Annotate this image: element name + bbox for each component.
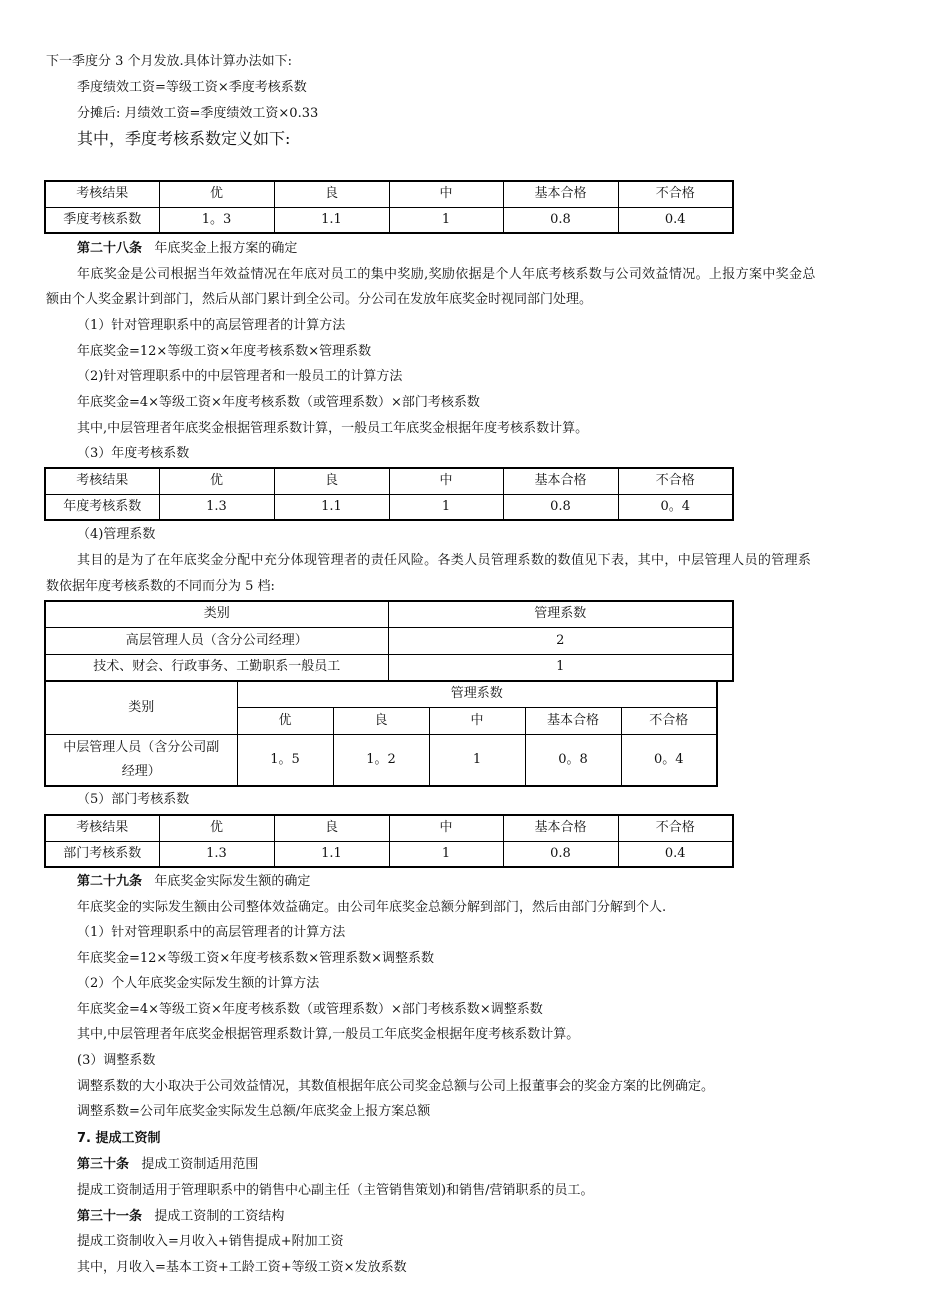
article-subject: 年底奖金实际发生额的确定: [154, 874, 311, 889]
table-header-cell: 中: [389, 181, 503, 207]
table-cell: 0.4: [618, 841, 733, 867]
table-cell: 0。4: [621, 734, 717, 786]
table-header-cell: 中: [389, 468, 503, 494]
table-header-cell: 良: [274, 181, 389, 207]
table-cell: 0。8: [525, 734, 621, 786]
table-cell: 技术、财会、行政事务、工勤职系一般员工: [45, 654, 388, 681]
table-header-cell: 不合格: [618, 815, 733, 841]
table-cell: 1: [389, 841, 503, 867]
formula-line: 调整系数=公司年底奖金实际发生总额/年底奖金上报方案总额: [77, 1104, 431, 1119]
formula-line: 年底奖金=12×等级工资×年度考核系数×管理系数×调整系数: [77, 951, 435, 966]
table-header-cell: 基本合格: [503, 181, 618, 207]
table-cell: 1: [389, 207, 503, 233]
paragraph-line: 调整系数的大小取决于公司效益情况，其数值根据年底公司奖金总额与公司上报董事会的奖金方案的比例确定。: [77, 1079, 715, 1094]
paragraph-line: （1）针对管理职系中的高层管理者的计算方法: [77, 318, 346, 333]
article-subject: 提成工资制的工资结构: [154, 1209, 285, 1224]
table-cell: 0.8: [503, 207, 618, 233]
article-heading: [77, 241, 297, 257]
article-number: 第二十八条: [77, 241, 143, 256]
article-heading: [77, 1209, 284, 1225]
table-header-cell: 管理系数: [237, 681, 717, 707]
paragraph-line: 额由个人奖金累计到部门，然后从部门累计到全公司。分公司在发放年底奖金时视同部门处理。: [46, 292, 593, 307]
article-number: 第二十九条: [77, 874, 143, 889]
article-number: 第三十条: [77, 1157, 130, 1172]
article-subject: 提成工资制适用范围: [141, 1157, 259, 1172]
paragraph-line: 数依据年度考核系数的不同而分为 5 档:: [46, 579, 275, 594]
table-header-cell: 类别: [45, 601, 388, 627]
table-cell: 部门考核系数: [45, 841, 159, 867]
table-header-cell: 优: [159, 468, 274, 494]
table-header-cell: 基本合格: [525, 707, 621, 734]
table-cell: 1.3: [159, 841, 274, 867]
paragraph-line: 其目的是为了在年底奖金分配中充分体现管理者的责任风险。各类人员管理系数的数值见下表，其中，中层管理人员的管理系: [77, 553, 812, 568]
table-cell: 1: [388, 654, 733, 681]
article-number: 第三十一条: [77, 1209, 143, 1224]
table-header-cell: 基本合格: [503, 468, 618, 494]
text-line: 其中，季度考核系数定义如下:: [77, 129, 291, 148]
formula-line: 提成工资制收入=月收入+销售提成+附加工资: [77, 1234, 344, 1249]
table-cell: 1: [389, 494, 503, 520]
article-subject: 年底奖金上报方案的确定: [154, 241, 298, 256]
middle-management-coefficient-table: [44, 680, 718, 787]
table-cell: 0.4: [618, 207, 733, 233]
table-header-cell: 优: [159, 181, 274, 207]
table-header-cell: 不合格: [618, 468, 733, 494]
formula-line: 年底奖金=4×等级工资×年度考核系数（或管理系数）×部门考核系数×调整系数: [77, 1002, 543, 1017]
quarterly-coefficient-table: [44, 180, 734, 234]
table-cell: 1.3: [159, 494, 274, 520]
table-header-cell: 基本合格: [503, 815, 618, 841]
table-header-cell: 良: [274, 468, 389, 494]
paragraph-line: 年底奖金是公司根据当年效益情况在年底对员工的集中奖励,奖励依据是个人年底考核系数与公司效益情况。上报方案中奖金总: [77, 267, 816, 282]
section-heading: 7. 提成工资制: [77, 1131, 161, 1146]
formula-line: 年底奖金=4×等级工资×年度考核系数（或管理系数）×部门考核系数: [77, 395, 480, 410]
table-header-cell: 不合格: [618, 181, 733, 207]
table-header-cell: 良: [333, 707, 429, 734]
paragraph-line: 提成工资制适用于管理职系中的销售中心副主任（主管销售策划)和销售/营销职系的员工。: [77, 1183, 594, 1198]
formula-line: 分摊后: 月绩效工资=季度绩效工资×0.33: [77, 106, 319, 121]
table-cell: 0。4: [618, 494, 733, 520]
row-label-line: 经理）: [121, 763, 161, 779]
paragraph-line: （2）个人年底奖金实际发生额的计算方法: [77, 976, 320, 991]
table-cell: 0.8: [503, 494, 618, 520]
annual-coefficient-table: [44, 467, 734, 521]
text-line: 下一季度分 3 个月发放.具体计算办法如下:: [46, 54, 293, 69]
table-header-cell: 中: [389, 815, 503, 841]
formula-line: 季度绩效工资=等级工资×季度考核系数: [77, 80, 307, 95]
table-cell: 1。2: [333, 734, 429, 786]
table-cell: 1.1: [274, 207, 389, 233]
paragraph-line: 其中,中层管理者年底奖金根据管理系数计算，一般员工年底奖金根据年度考核系数计算。: [77, 421, 589, 436]
table-cell: 1。3: [159, 207, 274, 233]
table-header-cell: 优: [237, 707, 333, 734]
table-cell: 季度考核系数: [45, 207, 159, 233]
table-header-cell: 考核结果: [45, 181, 159, 207]
paragraph-line: 年底奖金的实际发生额由公司整体效益确定。由公司年底奖金总额分解到部门，然后由部门分解到个人.: [77, 900, 667, 915]
table-header-cell: 考核结果: [45, 815, 159, 841]
paragraph-line: 其中,中层管理者年底奖金根据管理系数计算,一般员工年底奖金根据年度考核系数计算。: [77, 1027, 580, 1042]
table-cell: 2: [388, 627, 733, 654]
table-header-cell: 考核结果: [45, 468, 159, 494]
paragraph-line: （3）年度考核系数: [77, 446, 190, 461]
table-cell: 高层管理人员（含分公司经理）: [45, 627, 388, 654]
department-coefficient-table: [44, 814, 734, 868]
article-heading: [77, 1157, 258, 1173]
paragraph-line: （5）部门考核系数: [77, 792, 190, 807]
table-header-cell: 良: [274, 815, 389, 841]
formula-line: 其中，月收入=基本工资+工龄工资+等级工资×发放系数: [77, 1260, 407, 1275]
table-cell: 1.1: [274, 494, 389, 520]
table-cell: 年度考核系数: [45, 494, 159, 520]
row-label-line: 中层管理人员（含分公司副: [63, 739, 220, 755]
paragraph-line: （1）针对管理职系中的高层管理者的计算方法: [77, 925, 346, 940]
paragraph-line: （4)管理系数: [77, 527, 156, 542]
table-header-cell: 不合格: [621, 707, 717, 734]
table-cell: 1。5: [237, 734, 333, 786]
table-header-cell: 管理系数: [388, 601, 733, 627]
table-row-label: [45, 734, 237, 786]
formula-line: 年底奖金=12×等级工资×年度考核系数×管理系数: [77, 344, 372, 359]
table-cell: 0.8: [503, 841, 618, 867]
table-header-cell: 类别: [45, 681, 237, 734]
table-cell: 1: [429, 734, 525, 786]
paragraph-line: (3）调整系数: [77, 1053, 156, 1068]
table-cell: 1.1: [274, 841, 389, 867]
article-heading: [77, 874, 310, 890]
table-header-cell: 优: [159, 815, 274, 841]
table-header-cell: 中: [429, 707, 525, 734]
paragraph-line: （2)针对管理职系中的中层管理者和一般员工的计算方法: [77, 369, 403, 384]
management-coefficient-table: [44, 600, 734, 682]
